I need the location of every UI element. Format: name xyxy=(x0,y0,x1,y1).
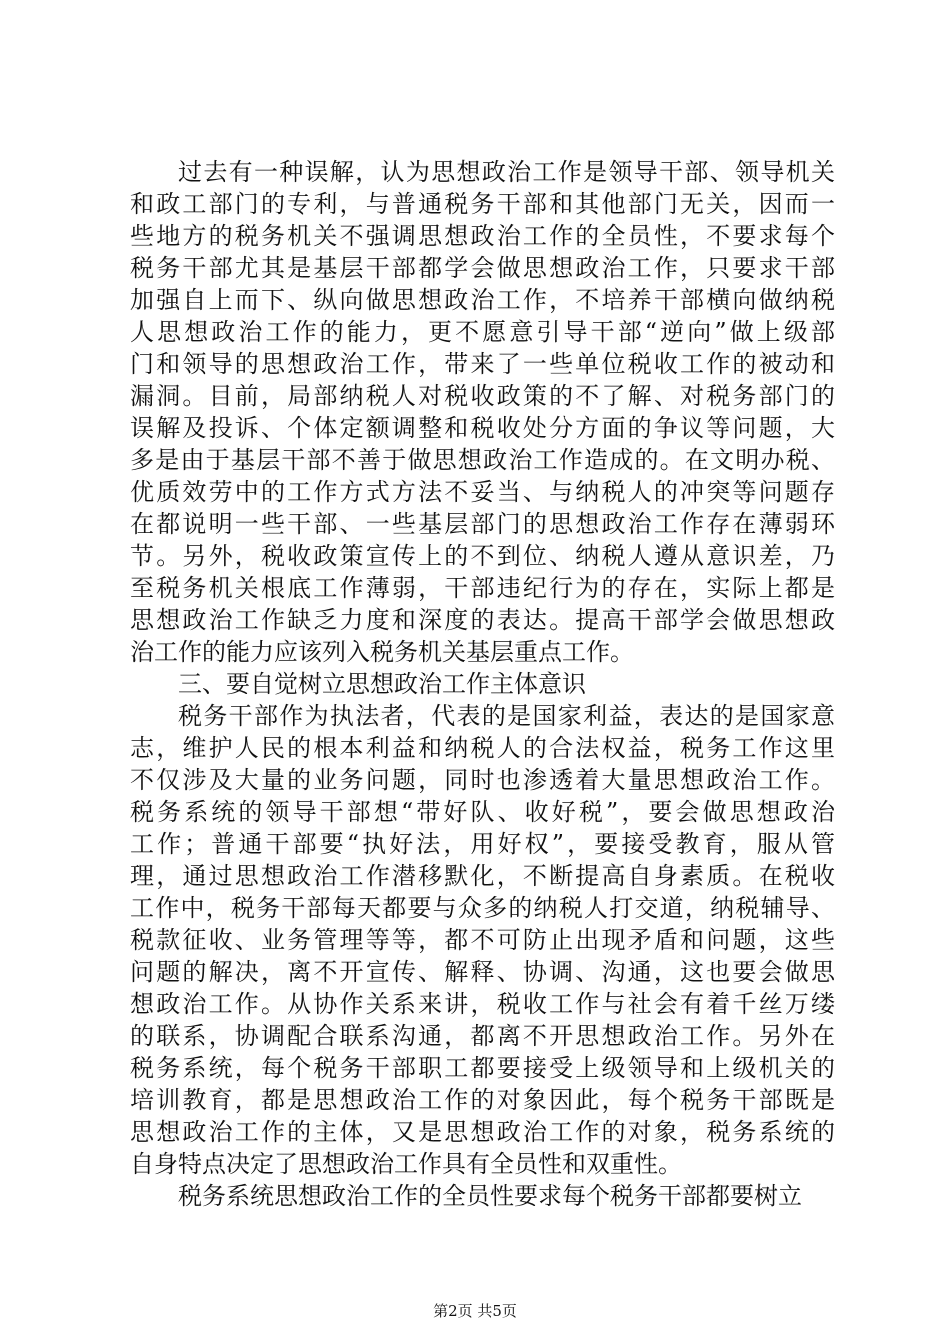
text-line: 思想政治工作的主体，又是思想政治工作的对象，税务系统的 xyxy=(130,1118,835,1146)
document-body xyxy=(130,156,835,1212)
text-line: 的联系，协调配合联系沟通，都离不开思想政治工作。另外在 xyxy=(130,1022,835,1050)
text-line: 至税务机关根底工作薄弱，干部违纪行为的存在，实际上都是 xyxy=(130,574,835,602)
text-line: 理，通过思想政治工作潜移默化，不断提高自身素质。在税收 xyxy=(130,862,835,890)
text-line: 人思想政治工作的能力，更不愿意引导干部“逆向”做上级部 xyxy=(130,318,835,346)
text-line: 税务系统思想政治工作的全员性要求每个税务干部都要树立 xyxy=(178,1182,802,1210)
text-line: 问题的解决，离不开宣传、解释、协调、沟通，这也要会做思 xyxy=(130,958,835,986)
text-line: 治工作的能力应该列入税务机关基层重点工作。 xyxy=(130,638,634,666)
text-line: 培训教育，都是思想政治工作的对象因此，每个税务干部既是 xyxy=(130,1086,835,1114)
text-line: 三、要自觉树立思想政治工作主体意识 xyxy=(178,670,586,698)
paragraph xyxy=(130,700,835,1180)
text-line: 门和领导的思想政治工作，带来了一些单位税收工作的被动和 xyxy=(130,350,835,378)
text-line: 在都说明一些干部、一些基层部门的思想政治工作存在薄弱环 xyxy=(130,510,835,538)
text-line: 税务系统，每个税务干部职工都要接受上级领导和上级机关的 xyxy=(130,1054,835,1082)
text-line: 多是由于基层干部不善于做思想政治工作造成的。在文明办税、 xyxy=(130,446,835,474)
text-line: 优质效劳中的工作方式方法不妥当、与纳税人的冲突等问题存 xyxy=(130,478,835,506)
text-line: 过去有一种误解，认为思想政治工作是领导干部、领导机关 xyxy=(178,158,835,186)
text-line: 和政工部门的专利，与普通税务干部和其他部门无关，因而一 xyxy=(130,190,835,218)
text-line: 税款征收、业务管理等等，都不可防止出现矛盾和问题，这些 xyxy=(130,926,835,954)
paragraph xyxy=(130,1180,835,1212)
text-line: 税务系统的领导干部想“带好队、收好税”，要会做思想政治 xyxy=(130,798,835,826)
text-line: 税务干部作为执法者，代表的是国家利益，表达的是国家意 xyxy=(178,702,835,730)
paragraph xyxy=(130,668,835,700)
text-line: 想政治工作。从协作关系来讲，税收工作与社会有着千丝万缕 xyxy=(130,990,835,1018)
paragraph xyxy=(130,156,835,668)
page-number-footer: 第2页 共5页 xyxy=(433,1302,517,1320)
text-line: 志，维护人民的根本利益和纳税人的合法权益，税务工作这里 xyxy=(130,734,835,762)
text-line: 些地方的税务机关不强调思想政治工作的全员性，不要求每个 xyxy=(130,222,835,250)
text-line: 自身特点决定了思想政治工作具有全员性和双重性。 xyxy=(130,1150,682,1178)
text-line: 节。另外，税收政策宣传上的不到位、纳税人遵从意识差，乃 xyxy=(130,542,835,570)
text-line: 思想政治工作缺乏力度和深度的表达。提高干部学会做思想政 xyxy=(130,606,835,634)
text-line: 工作；普通干部要“执好法，用好权”，要接受教育，服从管 xyxy=(130,830,835,858)
text-line: 工作中，税务干部每天都要与众多的纳税人打交道，纳税辅导、 xyxy=(130,894,835,922)
text-line: 税务干部尤其是基层干部都学会做思想政治工作，只要求干部 xyxy=(130,254,835,282)
text-line: 误解及投诉、个体定额调整和税收处分方面的争议等问题，大 xyxy=(130,414,835,442)
text-line: 不仅涉及大量的业务问题，同时也渗透着大量思想政治工作。 xyxy=(130,766,835,794)
text-line: 加强自上而下、纵向做思想政治工作，不培养干部横向做纳税 xyxy=(130,286,835,314)
text-line: 漏洞。目前，局部纳税人对税收政策的不了解、对税务部门的 xyxy=(130,382,835,410)
